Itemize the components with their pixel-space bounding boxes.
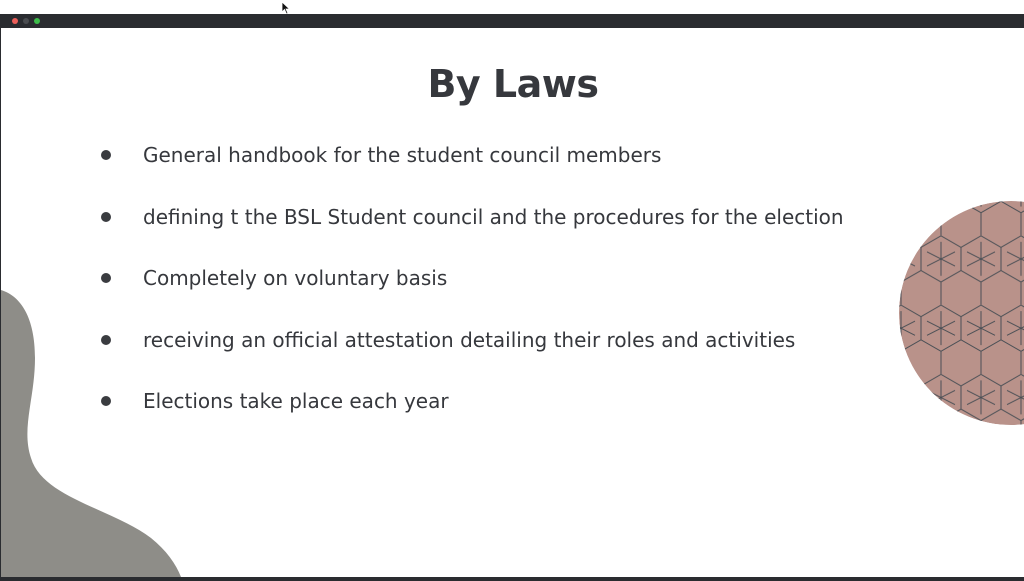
bullet-dot-icon	[101, 335, 111, 345]
bullet-list	[101, 138, 844, 446]
bullet-item	[101, 200, 844, 262]
minimize-window-button[interactable]	[23, 18, 29, 24]
top-strip	[0, 0, 1024, 14]
bullet-dot-icon	[101, 273, 111, 283]
bullet-item	[101, 384, 844, 446]
window-bottom-border	[0, 577, 1024, 581]
bullet-text: defining t the BSL Student council and the procedures for the election	[143, 204, 844, 229]
bullet-text: General handbook for the student council members	[143, 143, 662, 167]
bullet-dot-icon	[101, 396, 111, 406]
presentation-slide	[0, 28, 1024, 577]
slide-title: By Laws	[427, 62, 599, 106]
bullet-text: receiving an official attestation detailing their roles and activities	[143, 327, 796, 352]
maximize-window-button[interactable]	[34, 18, 40, 24]
bullet-item	[101, 261, 844, 323]
bullet-dot-icon	[101, 150, 111, 160]
bullet-dot-icon	[101, 212, 111, 222]
bullet-item	[101, 323, 844, 385]
bullet-text: Completely on voluntary basis	[143, 266, 448, 290]
bullet-text: Elections take place each year	[143, 389, 449, 413]
mouse-cursor-icon	[281, 1, 291, 15]
close-window-button[interactable]	[12, 18, 18, 24]
bullet-item	[101, 138, 844, 200]
window-title-bar	[0, 14, 1024, 28]
